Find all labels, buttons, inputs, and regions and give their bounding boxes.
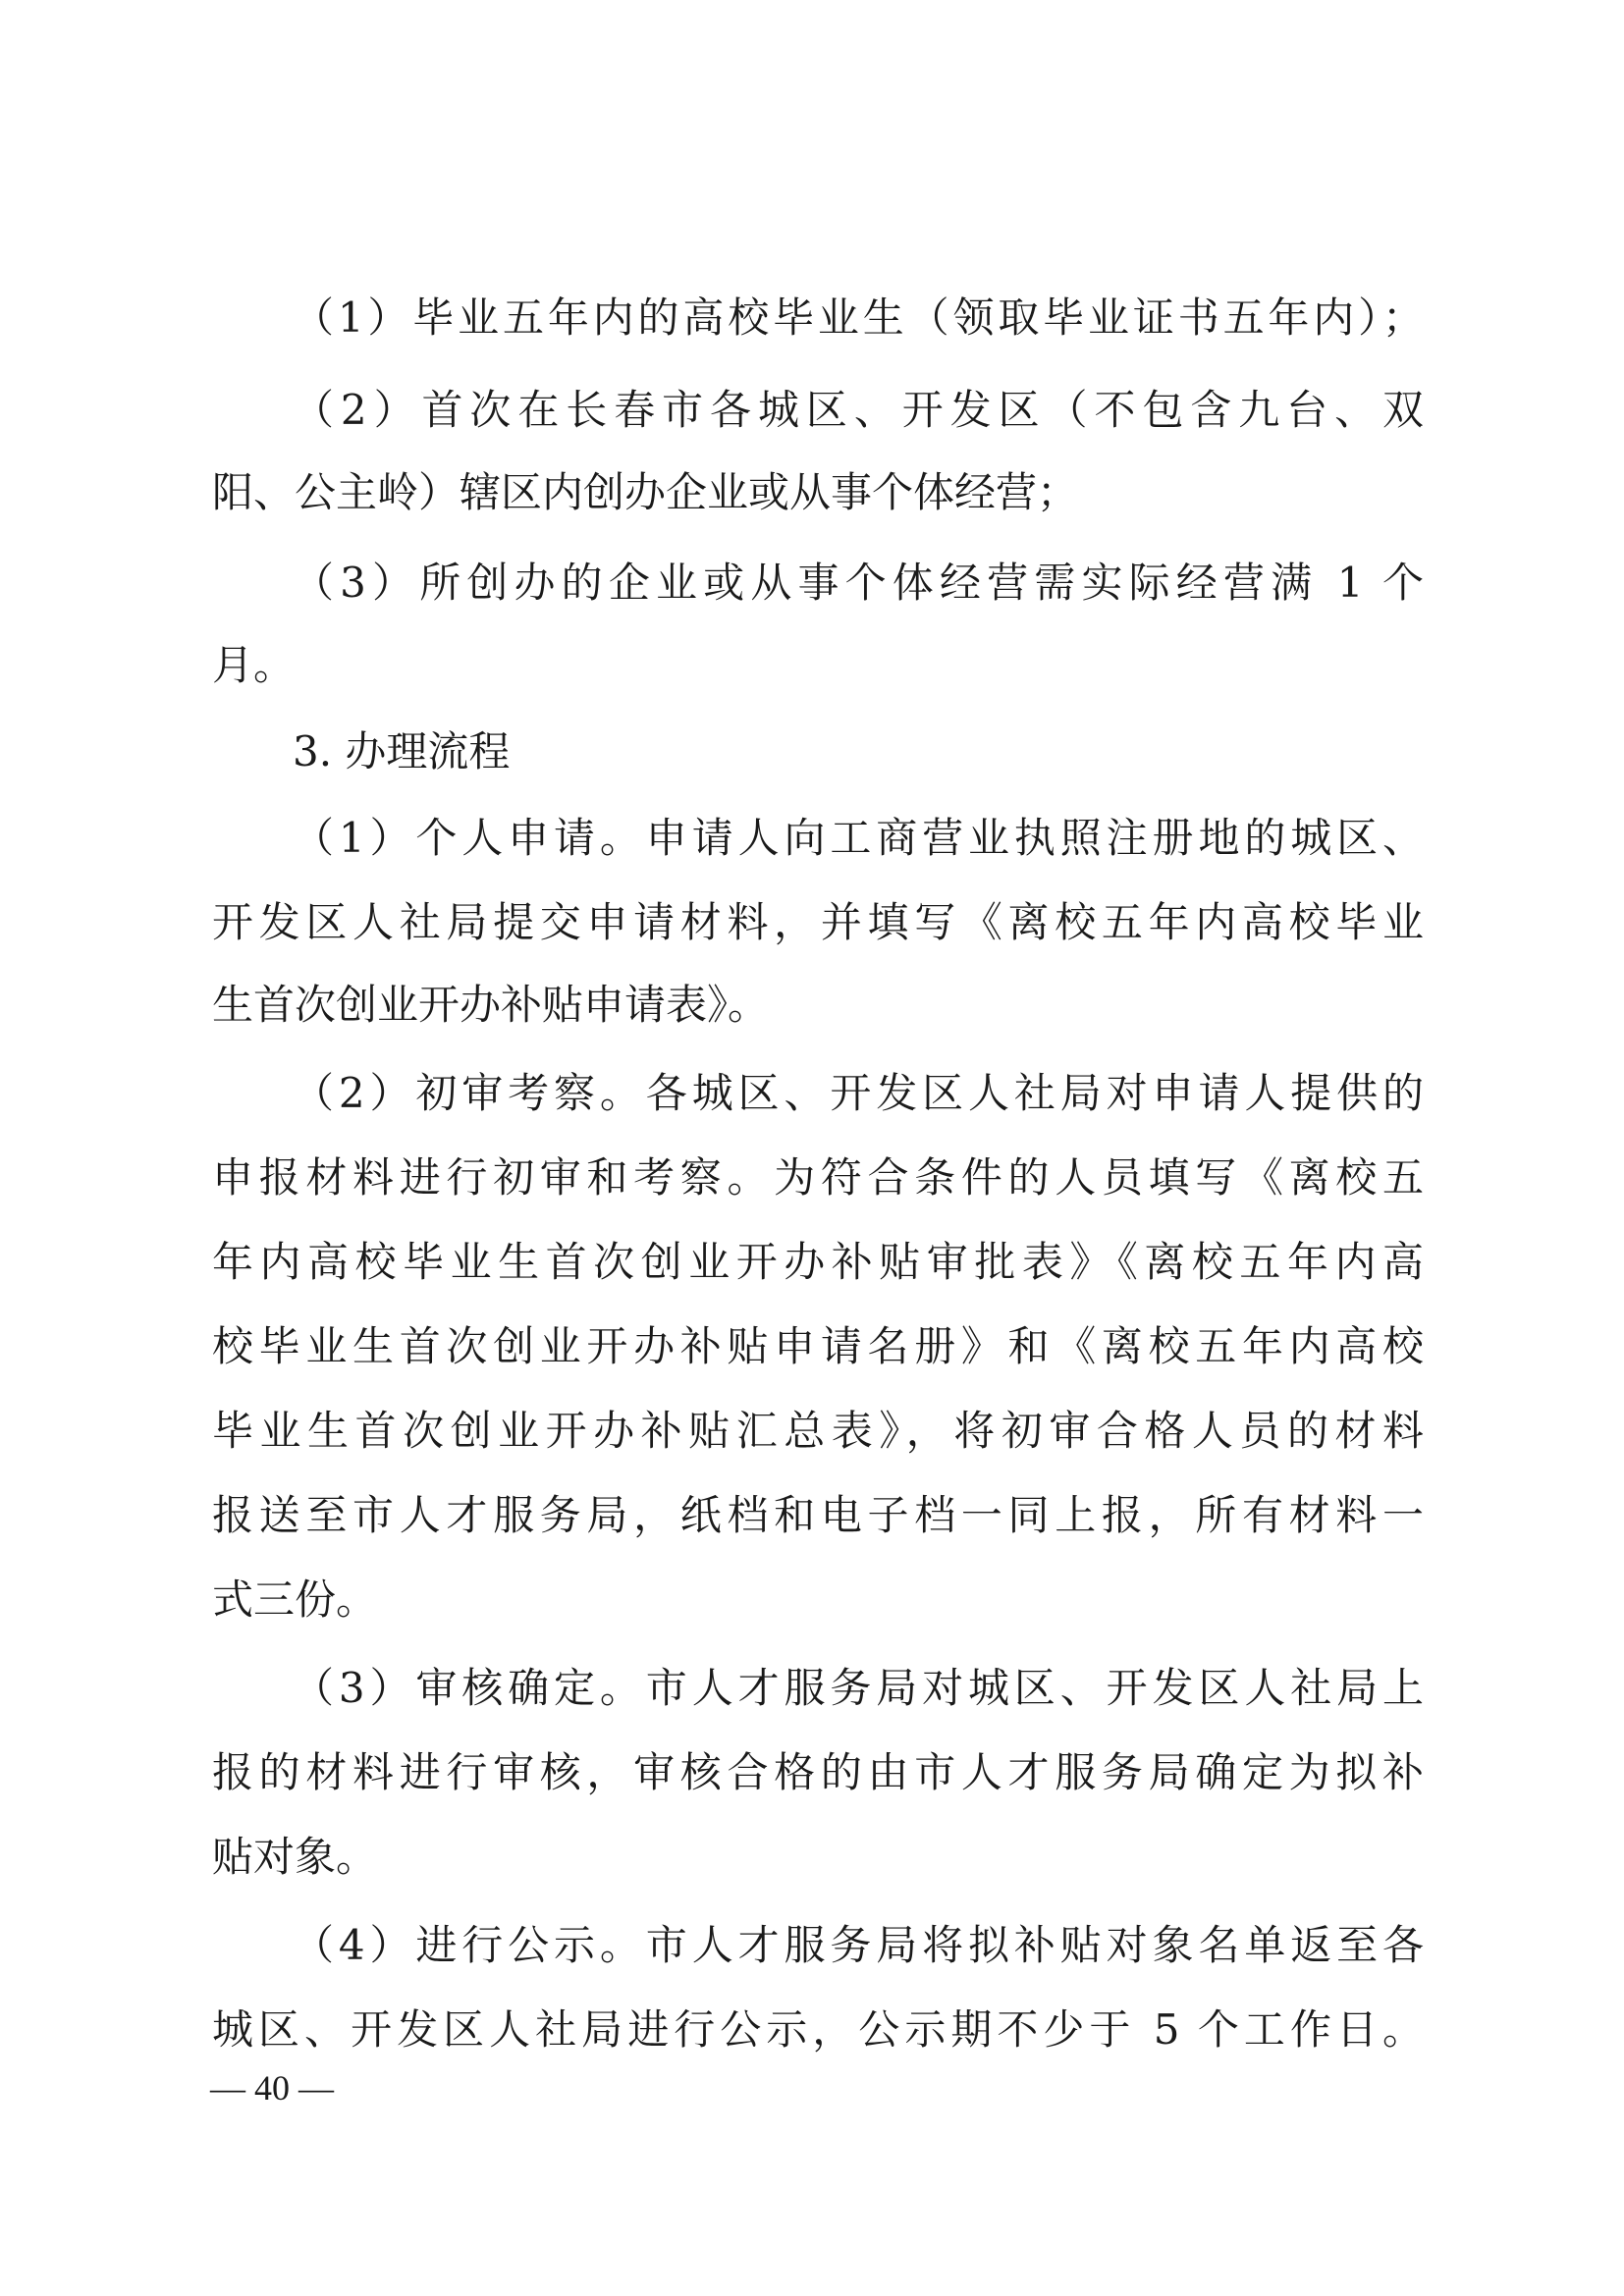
body-line: （4）进行公示。市人才服务局将拟补贴对象名单返至各 <box>293 1921 1424 1969</box>
body-line: （3）所创办的企业或从事个体经营需实际经营满 1 个 <box>293 559 1424 607</box>
body-line: 毕业生首次创业开办补贴汇总表》，将初审合格人员的材料 <box>212 1407 1424 1455</box>
body-line: 校毕业生首次创业开办补贴申请名册》和《离校五年内高校 <box>212 1322 1424 1370</box>
body-line: （1）个人申请。申请人向工商营业执照注册地的城区、 <box>293 814 1424 862</box>
body-line: 开发区人社局提交申请材料，并填写《离校五年内高校毕业 <box>212 898 1424 946</box>
body-line: 月。 <box>212 641 296 689</box>
page-number: — 40 — <box>210 2068 334 2108</box>
body-line: 城区、开发区人社局进行公示，公示期不少于 5 个工作日。 <box>212 2005 1424 2054</box>
body-line: 报的材料进行审核，审核合格的由市人才服务局确定为拟补 <box>212 1748 1424 1796</box>
body-line: （1）毕业五年内的高校毕业生（领取毕业证书五年内）； <box>293 294 1424 342</box>
body-line: （3）审核确定。市人才服务局对城区、开发区人社局上 <box>293 1664 1424 1712</box>
body-line: （2）首次在长春市各城区、开发区（不包含九台、双 <box>293 386 1424 434</box>
body-line: （2）初审考察。各城区、开发区人社局对申请人提供的 <box>293 1069 1424 1117</box>
body-line: 申报材料进行初审和考察。为符合条件的人员填写《离校五 <box>212 1153 1424 1201</box>
body-line: 报送至市人才服务局，纸档和电子档一同上报，所有材料一 <box>212 1491 1424 1539</box>
body-line: 贴对象。 <box>212 1833 378 1881</box>
section-heading: 3. 办理流程 <box>293 727 511 775</box>
body-line: 生首次创业开办补贴申请表》。 <box>212 981 770 1029</box>
body-line: 阳、公主岭）辖区内创办企业或从事个体经营； <box>212 468 1079 516</box>
body-line: 年内高校毕业生首次创业开办补贴审批表》《离校五年内高 <box>212 1238 1424 1286</box>
body-line: 式三份。 <box>212 1575 378 1624</box>
